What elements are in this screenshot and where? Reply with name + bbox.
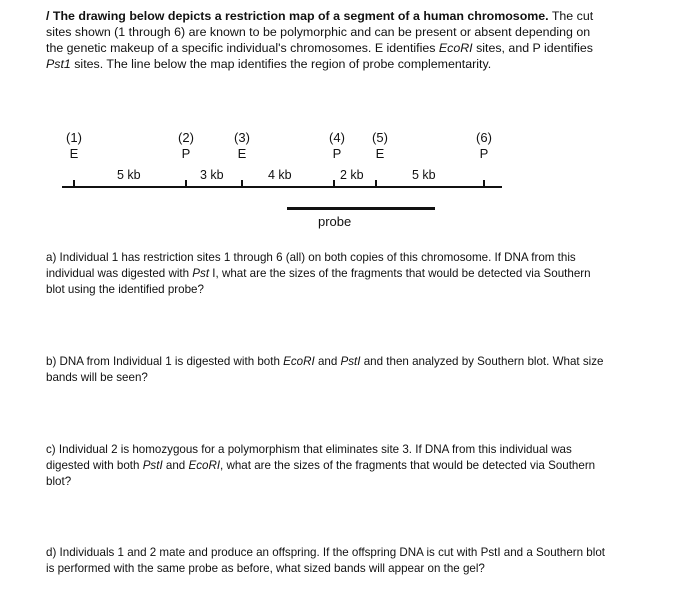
question-c — [46, 442, 606, 490]
site-5-number: (5) — [372, 130, 388, 145]
question-a-enzyme: Pst — [192, 267, 210, 280]
distance-label-2: 3 kb — [200, 168, 224, 182]
intro-ecori: EcoRI — [438, 41, 473, 55]
intro-sentence-1: The cut sites shown (1 through 6) are known to be polymorphic and can be present or absent depending on the genetic makeup of a specific individual's chromosomes. E identifies — [46, 9, 594, 55]
site-5 — [365, 130, 395, 162]
question-d-text: d) Individuals 1 and 2 mate and produce an offspring. If the offspring DNA is cut with PstI and a Southern blot is performed with the same probe as before, what sized bands will appear on the gel? — [46, 546, 605, 575]
cut-tick-4 — [333, 180, 335, 186]
distance-label-3: 4 kb — [268, 168, 292, 182]
site-6 — [469, 130, 499, 162]
question-d — [46, 545, 606, 577]
cut-tick-1 — [73, 180, 75, 186]
site-1-type: E — [69, 146, 79, 161]
intro-title: The drawing below depicts a restriction map of a segment of a human chromosome. — [52, 9, 549, 23]
site-5-type: E — [375, 146, 385, 161]
intro-mark: / — [46, 9, 50, 23]
site-3-type: E — [237, 146, 247, 161]
chromosome-line — [62, 186, 502, 188]
distance-label-1: 5 kb — [117, 168, 141, 182]
site-1 — [59, 130, 89, 162]
site-6-number: (6) — [476, 130, 492, 145]
question-c-enzyme-1: PstI — [142, 459, 163, 472]
question-c-enzyme-2: EcoRI — [188, 459, 221, 472]
probe-label: probe — [318, 214, 352, 229]
site-1-number: (1) — [66, 130, 82, 145]
site-6-type: P — [479, 146, 489, 161]
site-4 — [322, 130, 352, 162]
site-4-number: (4) — [329, 130, 345, 145]
question-b-enzyme-1: EcoRI — [283, 355, 315, 368]
question-c-mid: and — [162, 459, 189, 472]
site-3-number: (3) — [234, 130, 250, 145]
cut-tick-3 — [241, 180, 243, 186]
site-4-type: P — [332, 146, 342, 161]
intro-pst1: Pst1 — [46, 57, 71, 71]
intro-paragraph — [46, 8, 606, 72]
distance-label-4: 2 kb — [340, 168, 364, 182]
site-2-type: P — [181, 146, 191, 161]
probe-line — [287, 207, 435, 210]
intro-sentence-2: sites, and P identifies — [472, 41, 593, 55]
question-b — [46, 354, 606, 386]
question-c-part-1: c) Individual 2 is homozygous for a polymorphism that eliminates site 3. If DNA from this individual was digested with both — [46, 443, 572, 472]
cut-tick-2 — [185, 180, 187, 186]
cut-tick-5 — [375, 180, 377, 186]
question-b-mid: and — [314, 355, 341, 368]
question-b-enzyme-2: PstI — [340, 355, 361, 368]
site-2 — [171, 130, 201, 162]
distance-label-5: 5 kb — [412, 168, 436, 182]
cut-tick-6 — [483, 180, 485, 186]
question-c-part-2: , what are the sizes of the fragments that would be detected via Southern blot? — [46, 459, 596, 488]
intro-sentence-3: sites. The line below the map identifies the region of probe complementarity. — [70, 57, 492, 71]
question-a-part-1: a) Individual 1 has restriction sites 1 through 6 (all) on both copies of this chromosome. If DNA from this individual was digested with — [46, 251, 576, 280]
site-2-number: (2) — [178, 130, 194, 145]
question-b-part-2: and then analyzed by Southern blot. What size bands will be seen? — [46, 355, 604, 384]
question-b-part-1: b) DNA from Individual 1 is digested with both — [46, 355, 284, 368]
question-a — [46, 250, 606, 298]
site-3 — [227, 130, 257, 162]
question-a-part-2: I, what are the sizes of the fragments that would be detected via Southern blot using the identified probe? — [46, 267, 591, 296]
